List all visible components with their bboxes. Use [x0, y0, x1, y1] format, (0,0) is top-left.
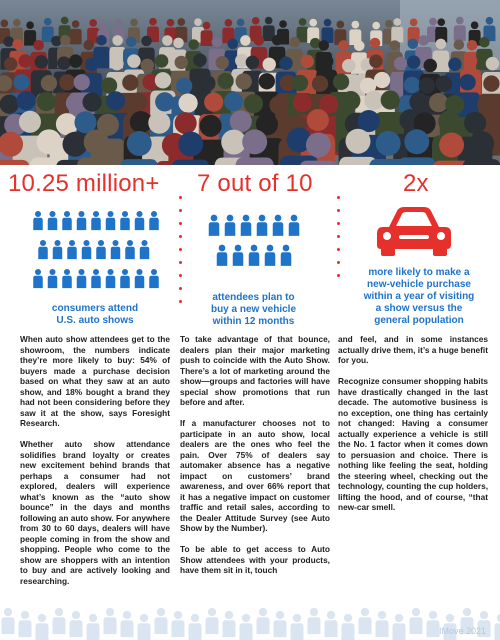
person-figure: [172, 611, 185, 637]
caption-line: consumers attend: [51, 303, 139, 314]
stat-number-attendees: 7 out of 10: [197, 170, 313, 197]
person-figure: [106, 211, 116, 230]
person-figure: [289, 215, 300, 236]
stat-caption-likelihood: [345, 267, 493, 327]
person-figure: [495, 614, 500, 640]
caption-line: general population: [374, 315, 464, 326]
person-figure: [274, 611, 287, 637]
paragraph: If a manufacturer chooses not to participate in an auto show, local dealers are the ones who feel the pain. Over 75% of dealers say automaker absence has a negative impact on customers’ brand awareness, and over 66% report that it has a negative impact on customer traffic and retail sales, according to the Dealer Attitude Survey (see Auto Show by the Number).: [180, 418, 330, 533]
person-figure: [53, 608, 66, 634]
caption-line: U.S. auto shows: [56, 315, 134, 326]
person-figure: [308, 608, 321, 634]
person-figure: [209, 215, 220, 236]
caption-line: attendees plan to: [212, 292, 295, 303]
person-figure: [257, 608, 270, 634]
person-figure: [125, 240, 135, 259]
person-figure: [82, 240, 92, 259]
person-figure: [393, 614, 406, 640]
person-figure: [33, 211, 43, 230]
person-figure: [217, 245, 228, 266]
paragraph: When auto show attendees get to the showroom, the numbers indicate they’re more likely to buy: 54% of buyers made a purchase decision based on what they saw at an auto show, and 18% bought a brand they had not been considering before they saw it at the show, says Foresight Research.: [20, 334, 170, 428]
footer-text: IMove 2021: [438, 626, 486, 636]
paragraph: Whether auto show attendance solidifies brand loyalty or creates new excitement behind brands that perhaps a consumer had not explored, dealers will experience what’s known as the “auto show bounce” in the days and months following an auto show. For anywhere from 30 to 60 days, dealers will have people coming in from the show and shopping. People who come to the show are shoppers with an intention to buy and are actively looking and researching.: [20, 439, 170, 586]
person-figure: [106, 269, 116, 288]
body-column-3: [338, 334, 488, 523]
person-figure: [121, 611, 134, 637]
person-figure: [135, 269, 145, 288]
person-figure: [359, 608, 372, 634]
person-figure: [120, 211, 130, 230]
paragraph: and feel, and in some instances actually drive them, it’s a huge benefit for you.: [338, 334, 488, 365]
person-figure: [53, 240, 63, 259]
person-figure: [240, 614, 253, 640]
person-figure: [281, 245, 292, 266]
person-figure: [249, 245, 260, 266]
person-figure: [120, 269, 130, 288]
person-figure: [155, 608, 168, 634]
person-figure: [70, 611, 83, 637]
person-figure: [325, 611, 338, 637]
person-figure: [104, 608, 117, 634]
person-figure: [62, 211, 72, 230]
paragraph: Recognize consumer shopping habits have drastically changed in the last decade. The automotive business is no exception, one thing has certainly not changed: Having a consumer actually experience a vehicle is still the No. 1 factor when it comes down to persuasion and choice. There is nothing like feeling the seat, holding the steering wheel, checking out the technology, counting the cup holders, lifting the hood, and of course, “that new-car smell.: [338, 376, 488, 512]
person-figure: [291, 614, 304, 640]
caption-line: a show versus the: [375, 303, 463, 314]
person-figure: [62, 269, 72, 288]
stat-caption-attendees: [186, 292, 321, 328]
caption-line: more likely to make a: [368, 267, 470, 278]
person-figure: [77, 269, 87, 288]
caption-line: buy a new vehicle: [210, 304, 297, 315]
paragraph: To be able to get access to Auto Show attendees with your products, have them sit in it, touch: [180, 544, 330, 575]
person-figure: [135, 211, 145, 230]
person-figure: [77, 211, 87, 230]
person-figure: [48, 269, 58, 288]
person-figure: [67, 240, 77, 259]
person-figure: [225, 215, 236, 236]
person-figure: [138, 614, 151, 640]
crowd-watermark: [0, 600, 500, 640]
person-figure: [2, 608, 15, 634]
paragraph: To take advantage of that bounce, dealers plan their major marketing push to coincide with the Auto Show. There’s a lot of marketing around the show—groups and factories will have special show promotions that run before and after.: [180, 334, 330, 407]
person-figure: [36, 614, 49, 640]
hero-crowd-photo: [0, 0, 500, 165]
caption-line: within 12 months: [212, 316, 295, 327]
person-figure: [87, 614, 100, 640]
person-figure: [19, 611, 32, 637]
person-figure: [48, 211, 58, 230]
person-figure: [189, 614, 202, 640]
person-figure: [111, 240, 121, 259]
divider-dots: [179, 196, 183, 313]
people-group-icon: [204, 210, 304, 280]
person-figure: [91, 211, 101, 230]
person-figure: [273, 215, 284, 236]
person-figure: [233, 245, 244, 266]
person-figure: [33, 269, 43, 288]
person-figure: [149, 269, 159, 288]
body-column-2: [180, 334, 330, 586]
crowd-illustration: [0, 0, 500, 165]
person-figure: [342, 614, 355, 640]
person-figure: [140, 240, 150, 259]
stat-number-likelihood: 2x: [403, 170, 429, 197]
person-figure: [91, 269, 101, 288]
caption-line: within a year of visiting: [363, 291, 475, 302]
person-figure: [206, 608, 219, 634]
person-figure: [376, 611, 389, 637]
person-figure: [410, 608, 423, 634]
person-figure: [241, 215, 252, 236]
people-group-icon: [32, 205, 162, 297]
stat-caption-consumers: [20, 303, 170, 327]
person-figure: [427, 611, 440, 637]
person-figure: [265, 245, 276, 266]
body-column-1: [20, 334, 170, 597]
person-figure: [96, 240, 106, 259]
divider-dots: [337, 196, 341, 287]
stat-number-consumers: 10.25 million+: [8, 170, 160, 197]
person-figure: [38, 240, 48, 259]
car-icon: [375, 205, 453, 257]
caption-line: new-vehicle purchase: [367, 279, 471, 290]
person-figure: [149, 211, 159, 230]
person-figure: [223, 611, 236, 637]
person-figure: [257, 215, 268, 236]
